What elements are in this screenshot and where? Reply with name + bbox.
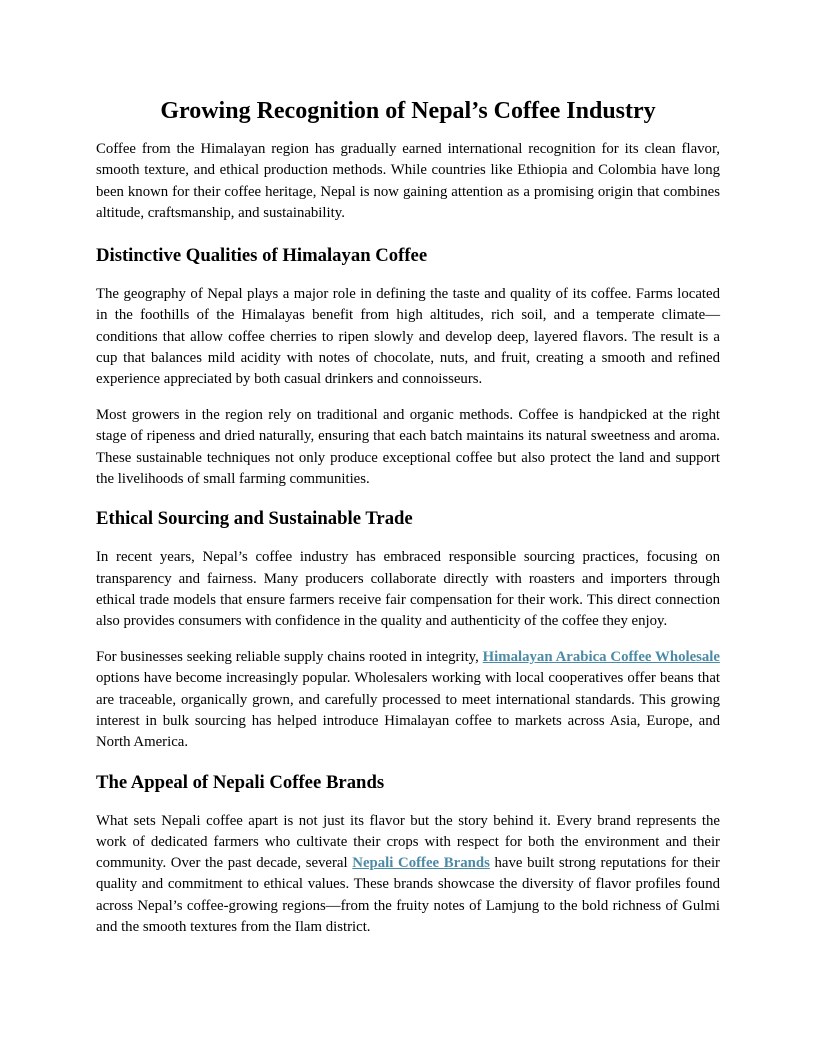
section-nepali-brands xyxy=(96,771,720,939)
section-paragraph: The geography of Nepal plays a major role in defining the taste and quality of its coffee. Farms located in the foothills of the Himalayas benefit from high altitudes, rich soil, and a temperate climate—conditions that allow coffee cherries to ripen slowly and develop deep, layered flavors. The result is a cup that balances mild acidity with notes of chocolate, nuts, and fruit, creating a smooth and refined experience appreciated by both casual drinkers and connoisseurs. xyxy=(96,286,720,388)
section-heading: Ethical Sourcing and Sustainable Trade xyxy=(96,508,413,530)
section-paragraph-with-link xyxy=(96,811,720,939)
section-paragraph: In recent years, Nepal’s coffee industry has embraced responsible sourcing practices, focusing on transparency and fairness. Many producers collaborate directly with roasters and importers through ethical trade models that ensure farmers receive fair compensation for their work. This direct connection also provides consumers with confidence in the quality and authenticity of the coffee they enjoy. xyxy=(96,549,720,630)
nepali-coffee-brands-link[interactable]: Nepali Coffee Brands xyxy=(352,855,490,872)
section-heading: The Appeal of Nepali Coffee Brands xyxy=(96,771,385,793)
section-paragraph: Most growers in the region rely on traditional and organic methods. Coffee is handpicked at the right stage of ripeness and dried naturally, ensuring that each batch maintains its natural sweetness and aroma. These sustainable techniques not only produce exceptional coffee but also protect the land and support the livelihoods of small farming communities. xyxy=(96,407,720,488)
paragraph-text: have built strong reputations for their quality and commitment to ethical values. These brands showcase the diversity of flavor profiles found across Nepal’s coffee-growing regions—from the fruity notes of Lamjung to the bold richness of Gulmi and the smooth textures from the Ilam district. xyxy=(96,855,720,936)
intro-paragraph: Coffee from the Himalayan region has gradually earned international recognition for its clean flavor, smooth texture, and ethical production methods. While countries like Ethiopia and Colombia have long been known for their coffee heritage, Nepal is now gaining attention as a promising origin that combines altitude, craftsmanship, and sustainability. xyxy=(96,141,720,221)
section-ethical-sourcing xyxy=(96,507,720,753)
section-paragraph-with-link xyxy=(96,647,720,753)
paragraph-text: What sets Nepali coffee apart is not just its flavor but the story behind it. Every brand represents the work of dedicated farmers who cultivate their crops with respect for both the environment and their community. Over the past decade, several xyxy=(96,812,720,872)
himalayan-arabica-wholesale-link[interactable]: Himalayan Arabica Coffee Wholesale xyxy=(482,649,720,666)
section-distinctive-qualities xyxy=(96,244,720,490)
paragraph-text: For businesses seeking reliable supply chains rooted in integrity, xyxy=(96,649,483,666)
section-heading: Distinctive Qualities of Himalayan Coffee xyxy=(96,245,428,267)
document-page xyxy=(96,96,720,953)
paragraph-text: options have become increasingly popular. Wholesalers working with local cooperatives offer beans that are traceable, organically grown, and carefully processed to meet international standards. This growing interest in bulk sourcing has helped introduce Himalayan coffee to markets across Asia, Europe, and North America. xyxy=(96,670,720,751)
document-title: Growing Recognition of Nepal’s Coffee Industry xyxy=(160,98,656,124)
